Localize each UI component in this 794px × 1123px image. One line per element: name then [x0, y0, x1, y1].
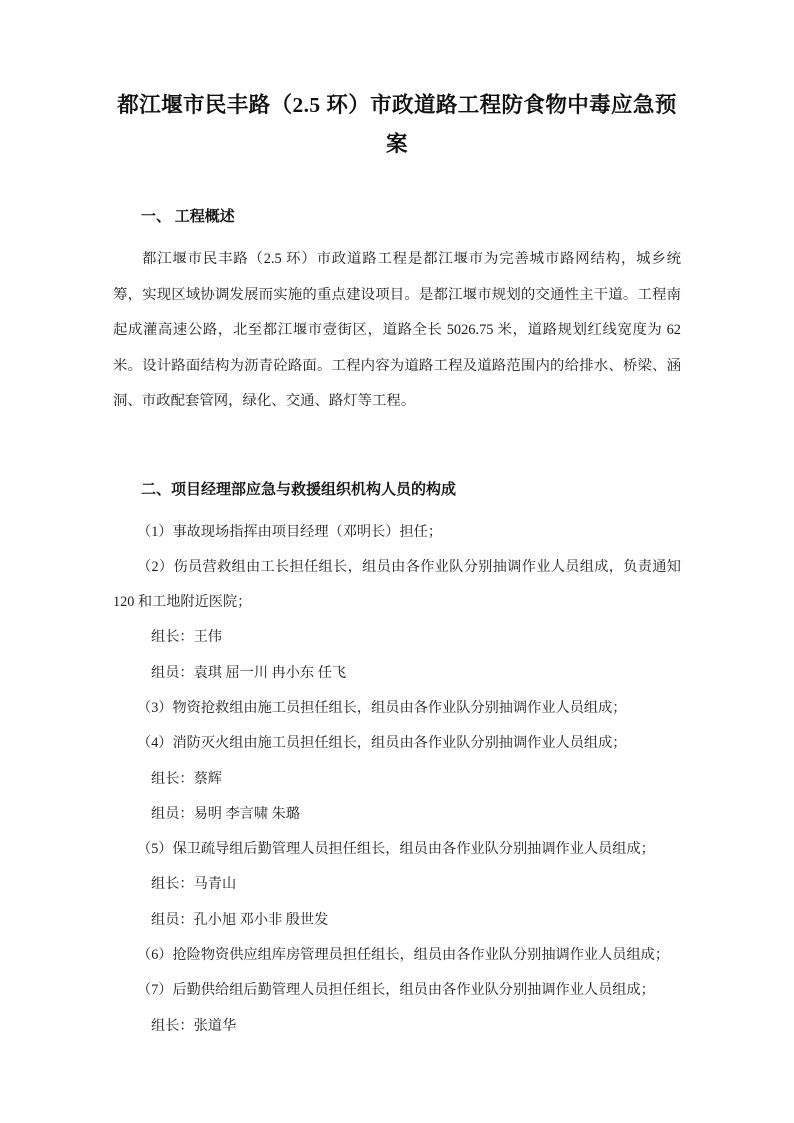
roster-leader: 组长：张道华	[151, 1017, 237, 1034]
roster-members: 组员：易明 李言啸 朱璐	[151, 805, 300, 822]
section-heading-overview: 一、 工程概述	[141, 209, 235, 225]
roster-leader: 组长：王伟	[151, 629, 222, 646]
section-heading-organization: 二、项目经理部应急与救援组织机构人员的构成	[141, 481, 457, 498]
page-title: 都江堰市民丰路（2.5 环）市政道路工程防食物中毒应急预案	[117, 93, 677, 156]
list-item: （5）保卫疏导组后勤管理人员担任组长，组员由各作业队分别抽调作业人员组成；	[137, 841, 655, 858]
roster-members: 组员：袁琪 屈一川 冉小东 任飞	[151, 664, 347, 681]
list-item: （6）抢险物资供应组库房管理员担任组长，组员由各作业队分别抽调作业人员组成；	[137, 947, 670, 964]
list-item: （3）物资抢救组由施工员担任组长，组员由各作业队分别抽调作业人员组成；	[137, 699, 627, 716]
list-item: （2）伤员营救组由工长担任组长，组员由各作业队分别抽调作业人员组成，负责通知 120 和工地附近医院；	[113, 558, 681, 611]
organization-list	[113, 506, 681, 1044]
roster-leader: 组长：蔡辉	[151, 770, 222, 787]
list-item: （7）后勤供给组后勤管理人员担任组长，组员由各作业队分别抽调作业人员组成；	[137, 982, 655, 999]
roster-members: 组员：孔小旭 邓小非 殷世发	[151, 911, 329, 928]
list-item: （4）消防灭火组由施工员担任组长，组员由各作业队分别抽调作业人员组成；	[137, 735, 627, 752]
overview-paragraph: 都江堰市民丰路（2.5 环）市政道路工程是都江堰市为完善城市路网结构，城乡统筹，实现区域协调发展而实施的重点建设项目。是都江堰市规划的交通性主干道。工程南起成灌高速公路，北至都江堰市壹街区，道路全长 5026.75 米，道路规划红线宽度为 62 米。设计路面结构为沥青砼路面。工程内容为道路工程及道路范围内的给排水、桥梁、涵洞、市政配套管网，绿化、交通、路灯等工程。	[113, 251, 681, 409]
document-content	[113, 0, 681, 1044]
roster-leader: 组长：马青山	[151, 876, 237, 893]
list-item: （1）事故现场指挥由项目经理（邓明长）担任；	[137, 523, 443, 540]
